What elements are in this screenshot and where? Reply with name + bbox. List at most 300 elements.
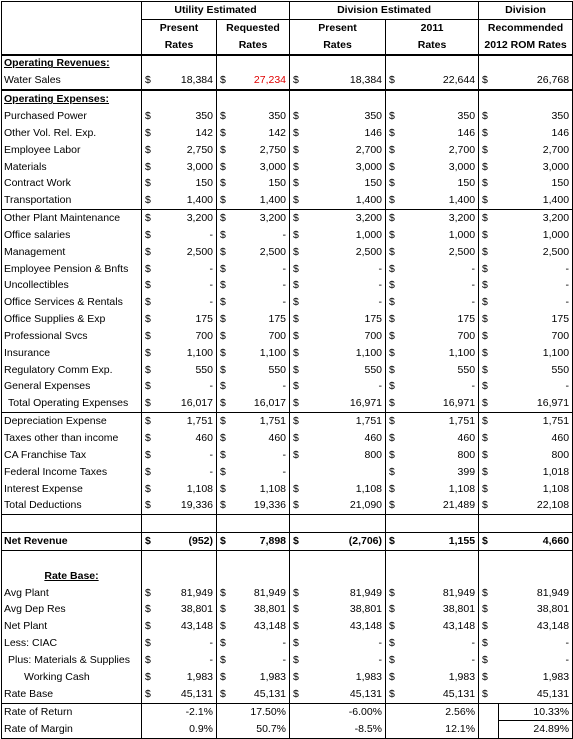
- value-cell: -: [499, 278, 573, 295]
- currency-symbol: $: [482, 296, 488, 309]
- empty-cell: [479, 568, 499, 585]
- currency-symbol: $: [386, 497, 406, 514]
- value-cell: 3,000: [310, 159, 386, 176]
- currency-symbol: $: [145, 620, 151, 633]
- row-label: Other Plant Maintenance: [2, 210, 142, 227]
- row-label: Regulatory Comm Exp.: [2, 362, 142, 379]
- currency-symbol: $: [145, 279, 151, 292]
- value-cell: 81,949: [233, 585, 290, 602]
- currency-symbol: $: [293, 448, 299, 461]
- currency-symbol: $: [220, 143, 226, 156]
- currency-symbol: $: [389, 313, 395, 326]
- table-row: [2, 278, 573, 295]
- header-division-estimated: Division Estimated: [290, 2, 479, 20]
- currency-symbol: $: [482, 620, 488, 633]
- currency-symbol: $: [482, 245, 488, 258]
- value-cell: -8.5%: [310, 721, 386, 739]
- value-cell: 142: [233, 125, 290, 142]
- value-cell: 19,336: [233, 497, 290, 514]
- currency-symbol: $: [220, 177, 226, 190]
- currency-symbol: $: [220, 245, 226, 258]
- header-utility-estimated: Utility Estimated: [142, 2, 290, 20]
- currency-symbol: $: [220, 380, 226, 393]
- value-cell: 1,108: [499, 481, 573, 498]
- currency-symbol: [386, 721, 406, 739]
- currency-symbol: $: [482, 212, 488, 225]
- value-cell: 43,148: [233, 618, 290, 635]
- row-label: Office Supplies & Exp: [2, 311, 142, 328]
- value-cell: 1,983: [406, 669, 479, 686]
- currency-symbol: $: [217, 533, 233, 551]
- value-cell: 350: [406, 108, 479, 125]
- currency-symbol: $: [479, 395, 499, 412]
- row-label: Contract Work: [2, 175, 142, 192]
- currency-symbol: $: [220, 329, 226, 342]
- currency-symbol: $: [482, 228, 488, 241]
- currency-symbol: $: [220, 346, 226, 359]
- value-cell: 1,108: [406, 481, 479, 498]
- value-cell: 1,400: [310, 192, 386, 209]
- table-row: [2, 395, 573, 412]
- value-cell: -: [406, 278, 479, 295]
- value-cell: -6.00%: [310, 703, 386, 721]
- table-row: [2, 210, 573, 227]
- section-label: [2, 90, 142, 108]
- value-cell: -: [310, 652, 386, 669]
- header-present-division: Present: [290, 19, 386, 36]
- currency-symbol: $: [389, 363, 395, 376]
- value-cell: 24.89%: [499, 721, 573, 739]
- value-cell: 146: [310, 125, 386, 142]
- value-cell: -: [162, 652, 217, 669]
- header-rates-1: Rates: [142, 37, 217, 55]
- section-label-text: Rate Base:: [44, 569, 99, 582]
- value-cell: 1,400: [233, 192, 290, 209]
- currency-symbol: $: [220, 313, 226, 326]
- empty-cell: [162, 515, 217, 533]
- value-cell: 1,400: [499, 192, 573, 209]
- value-cell: -: [406, 261, 479, 278]
- value-cell: 550: [233, 362, 290, 379]
- empty-cell: [406, 90, 479, 108]
- empty-cell: [290, 55, 310, 73]
- currency-symbol: $: [145, 177, 151, 190]
- empty-cell: [479, 551, 499, 568]
- spacer-row: [2, 515, 573, 533]
- value-cell: 142: [162, 125, 217, 142]
- row-label: Uncollectibles: [2, 278, 142, 295]
- value-cell: 150: [499, 175, 573, 192]
- value-cell: 1,983: [310, 669, 386, 686]
- value-cell: 460: [310, 430, 386, 447]
- currency-symbol: $: [293, 603, 299, 616]
- section-header-row: [2, 90, 573, 108]
- table-row: [2, 635, 573, 652]
- currency-symbol: $: [386, 192, 406, 209]
- value-cell: 2,750: [233, 142, 290, 159]
- currency-symbol: $: [293, 143, 299, 156]
- value-cell: -: [310, 379, 386, 396]
- value-cell: 800: [310, 447, 386, 464]
- currency-symbol: $: [220, 212, 226, 225]
- value-cell: 3,000: [499, 159, 573, 176]
- value-cell: 2,700: [499, 142, 573, 159]
- empty-cell: [142, 568, 162, 585]
- value-cell: 700: [406, 328, 479, 345]
- row-label: Employee Pension & Bnfts: [2, 261, 142, 278]
- empty-cell: [499, 551, 573, 568]
- currency-symbol: $: [145, 637, 151, 650]
- currency-symbol: $: [145, 603, 151, 616]
- value-cell: 1,751: [310, 413, 386, 430]
- value-cell: 2.56%: [406, 703, 479, 721]
- value-cell: 350: [233, 108, 290, 125]
- currency-symbol: [290, 721, 310, 739]
- currency-symbol: $: [290, 72, 310, 90]
- empty-cell: [142, 515, 162, 533]
- currency-symbol: $: [389, 126, 395, 139]
- currency-symbol: $: [220, 637, 226, 650]
- currency-symbol: $: [220, 465, 226, 478]
- value-cell: 16,017: [233, 395, 290, 412]
- value-cell: 146: [406, 125, 479, 142]
- currency-symbol: $: [386, 72, 406, 90]
- table-row: [2, 294, 573, 311]
- value-cell: 1,400: [406, 192, 479, 209]
- value-cell: 45,131: [162, 686, 217, 703]
- currency-symbol: $: [145, 482, 151, 495]
- value-cell: -: [233, 464, 290, 481]
- currency-symbol: $: [389, 262, 395, 275]
- value-cell: -: [162, 227, 217, 244]
- value-cell: 81,949: [310, 585, 386, 602]
- table-row: [2, 159, 573, 176]
- empty-cell: [479, 90, 499, 108]
- currency-symbol: $: [482, 313, 488, 326]
- header-rates-3: Rates: [290, 37, 386, 55]
- currency-symbol: $: [482, 143, 488, 156]
- currency-symbol: $: [220, 262, 226, 275]
- table-row: [2, 244, 573, 261]
- table-row: [2, 379, 573, 396]
- row-label: Other Vol. Rel. Exp.: [2, 125, 142, 142]
- currency-symbol: [386, 703, 406, 721]
- empty-cell: [217, 551, 233, 568]
- value-cell: 2,500: [310, 244, 386, 261]
- value-cell: 550: [499, 362, 573, 379]
- section-header-row: [2, 568, 573, 585]
- value-cell: 81,949: [499, 585, 573, 602]
- value-cell: 800: [406, 447, 479, 464]
- currency-symbol: $: [482, 415, 488, 428]
- row-label: Less: CIAC: [2, 635, 142, 652]
- value-cell: 18,384: [310, 72, 386, 90]
- value-cell: -: [233, 635, 290, 652]
- currency-symbol: $: [293, 637, 299, 650]
- table-row: [2, 652, 573, 669]
- currency-symbol: $: [479, 533, 499, 551]
- currency-symbol: $: [389, 620, 395, 633]
- value-cell: 43,148: [162, 618, 217, 635]
- spacer-cell: [2, 551, 142, 568]
- spacer-row: [2, 551, 573, 568]
- currency-symbol: [142, 721, 162, 739]
- currency-symbol: $: [293, 177, 299, 190]
- currency-symbol: $: [220, 109, 226, 122]
- currency-symbol: $: [389, 143, 395, 156]
- empty-cell: [162, 55, 217, 73]
- empty-cell: [310, 55, 386, 73]
- currency-symbol: $: [389, 637, 395, 650]
- value-cell: -: [233, 652, 290, 669]
- value-cell: -: [499, 379, 573, 396]
- header-row-rates: [2, 37, 573, 55]
- value-cell: 3,000: [233, 159, 290, 176]
- value-cell: -: [499, 652, 573, 669]
- value-cell: 1,751: [406, 413, 479, 430]
- currency-symbol: $: [293, 126, 299, 139]
- table-row: [2, 533, 573, 551]
- value-cell: 1,983: [162, 669, 217, 686]
- currency-symbol: $: [479, 192, 499, 209]
- row-label: Water Sales: [2, 72, 142, 90]
- value-cell: -: [233, 447, 290, 464]
- header-row-groups: [2, 2, 573, 20]
- currency-symbol: $: [293, 346, 299, 359]
- value-cell: (2,706): [310, 533, 386, 551]
- value-cell: -: [233, 261, 290, 278]
- value-cell: 26,768: [499, 72, 573, 90]
- currency-symbol: $: [389, 279, 395, 292]
- currency-symbol: $: [482, 109, 488, 122]
- currency-symbol: $: [145, 653, 151, 666]
- empty-cell: [217, 90, 233, 108]
- empty-cell: [499, 515, 573, 533]
- currency-symbol: [479, 703, 499, 721]
- value-cell: -: [310, 294, 386, 311]
- spacer-cell: [2, 515, 142, 533]
- empty-cell: [162, 551, 217, 568]
- empty-cell: [290, 568, 310, 585]
- value-cell: -: [499, 261, 573, 278]
- value-cell: 1,100: [406, 345, 479, 362]
- row-label: Total Operating Expenses: [2, 395, 142, 412]
- empty-cell: [142, 551, 162, 568]
- row-label: Avg Dep Res: [2, 602, 142, 619]
- currency-symbol: $: [479, 686, 499, 703]
- currency-symbol: $: [293, 262, 299, 275]
- value-cell: 27,234: [233, 72, 290, 90]
- value-cell: 4,660: [499, 533, 573, 551]
- row-label: Management: [2, 244, 142, 261]
- currency-symbol: $: [220, 448, 226, 461]
- value-cell: 460: [162, 430, 217, 447]
- currency-symbol: $: [293, 296, 299, 309]
- currency-symbol: $: [482, 653, 488, 666]
- currency-symbol: [217, 703, 233, 721]
- value-cell: 38,801: [406, 602, 479, 619]
- empty-cell: [479, 55, 499, 73]
- currency-symbol: $: [220, 653, 226, 666]
- value-cell: 22,644: [406, 72, 479, 90]
- row-label: Rate of Return: [2, 703, 142, 721]
- value-cell: 16,971: [406, 395, 479, 412]
- value-cell: 175: [310, 311, 386, 328]
- value-cell: 150: [162, 175, 217, 192]
- value-cell: 550: [162, 362, 217, 379]
- header-rates-5: 2012 ROM Rates: [479, 37, 573, 55]
- value-cell: 19,336: [162, 497, 217, 514]
- currency-symbol: $: [293, 620, 299, 633]
- currency-symbol: $: [389, 296, 395, 309]
- value-cell: 2,700: [310, 142, 386, 159]
- currency-symbol: $: [482, 670, 488, 683]
- table-row: [2, 585, 573, 602]
- currency-symbol: $: [482, 346, 488, 359]
- currency-symbol: $: [145, 448, 151, 461]
- currency-symbol: $: [386, 395, 406, 412]
- value-cell: 43,148: [499, 618, 573, 635]
- value-cell: -: [406, 294, 479, 311]
- currency-symbol: $: [142, 533, 162, 551]
- currency-symbol: $: [145, 245, 151, 258]
- value-cell: 2,750: [162, 142, 217, 159]
- section-label-text: Operating Revenues:: [4, 57, 110, 70]
- value-cell: 2,700: [406, 142, 479, 159]
- empty-cell: [162, 90, 217, 108]
- currency-symbol: $: [293, 363, 299, 376]
- header-requested: Requested: [217, 19, 290, 36]
- empty-cell: [406, 551, 479, 568]
- currency-symbol: $: [290, 395, 310, 412]
- value-cell: 146: [499, 125, 573, 142]
- currency-symbol: $: [217, 686, 233, 703]
- currency-symbol: $: [482, 482, 488, 495]
- value-cell: 1,108: [233, 481, 290, 498]
- empty-cell: [233, 515, 290, 533]
- empty-cell: [233, 90, 290, 108]
- currency-symbol: $: [145, 109, 151, 122]
- value-cell: 43,148: [406, 618, 479, 635]
- row-label: Rate Base: [2, 686, 142, 703]
- currency-symbol: $: [220, 126, 226, 139]
- currency-symbol: $: [220, 482, 226, 495]
- currency-symbol: $: [220, 586, 226, 599]
- value-cell: 700: [233, 328, 290, 345]
- row-label: General Expenses: [2, 379, 142, 396]
- value-cell: -: [162, 635, 217, 652]
- empty-cell: [142, 55, 162, 73]
- empty-cell: [217, 568, 233, 585]
- row-label: Taxes other than income: [2, 430, 142, 447]
- currency-symbol: $: [293, 482, 299, 495]
- empty-cell: [406, 568, 479, 585]
- currency-symbol: $: [220, 296, 226, 309]
- value-cell: 700: [310, 328, 386, 345]
- value-cell: 1,100: [499, 345, 573, 362]
- value-cell: 0.9%: [162, 721, 217, 739]
- value-cell: -: [233, 379, 290, 396]
- currency-symbol: $: [389, 109, 395, 122]
- value-cell: -: [499, 294, 573, 311]
- currency-symbol: [142, 703, 162, 721]
- empty-cell: [233, 551, 290, 568]
- currency-symbol: $: [145, 586, 151, 599]
- value-cell: 45,131: [233, 686, 290, 703]
- value-cell: 700: [162, 328, 217, 345]
- value-cell: 10.33%: [499, 703, 573, 721]
- currency-symbol: $: [142, 72, 162, 90]
- value-cell: 3,200: [233, 210, 290, 227]
- value-cell: 2,500: [162, 244, 217, 261]
- value-cell: -: [162, 294, 217, 311]
- value-cell: -: [162, 261, 217, 278]
- row-label: Net Plant: [2, 618, 142, 635]
- currency-symbol: $: [293, 313, 299, 326]
- currency-symbol: $: [145, 228, 151, 241]
- table-row: [2, 362, 573, 379]
- currency-symbol: $: [389, 212, 395, 225]
- currency-symbol: [479, 721, 499, 739]
- value-cell: 38,801: [499, 602, 573, 619]
- currency-symbol: $: [220, 603, 226, 616]
- table-row: [2, 175, 573, 192]
- currency-symbol: $: [293, 212, 299, 225]
- currency-symbol: $: [220, 363, 226, 376]
- rate-comparison-table: [1, 1, 573, 739]
- table-row: [2, 497, 573, 514]
- value-cell: 81,949: [406, 585, 479, 602]
- currency-symbol: $: [389, 346, 395, 359]
- table-row: [2, 125, 573, 142]
- value-cell: 38,801: [310, 602, 386, 619]
- value-cell: 550: [310, 362, 386, 379]
- currency-symbol: $: [482, 465, 488, 478]
- empty-cell: [386, 55, 406, 73]
- row-label: Working Cash: [2, 669, 142, 686]
- value-cell: 17.50%: [233, 703, 290, 721]
- value-cell: 350: [310, 108, 386, 125]
- value-cell: 7,898: [233, 533, 290, 551]
- currency-symbol: $: [142, 192, 162, 209]
- currency-symbol: $: [389, 448, 395, 461]
- empty-cell: [217, 55, 233, 73]
- value-cell: 3,000: [406, 159, 479, 176]
- table-row: [2, 142, 573, 159]
- table-row: [2, 345, 573, 362]
- row-label: Professional Svcs: [2, 328, 142, 345]
- value-cell: (952): [162, 533, 217, 551]
- value-cell: 1,100: [162, 345, 217, 362]
- value-cell: 150: [310, 175, 386, 192]
- value-cell: 3,200: [499, 210, 573, 227]
- currency-symbol: $: [293, 228, 299, 241]
- currency-symbol: $: [145, 262, 151, 275]
- currency-symbol: [217, 721, 233, 739]
- currency-symbol: $: [145, 380, 151, 393]
- row-label: Insurance: [2, 345, 142, 362]
- table-row: [2, 721, 573, 739]
- currency-symbol: $: [217, 72, 233, 90]
- currency-symbol: $: [145, 143, 151, 156]
- value-cell: 21,090: [310, 497, 386, 514]
- empty-cell: [479, 515, 499, 533]
- currency-symbol: $: [293, 109, 299, 122]
- table-row: [2, 413, 573, 430]
- empty-cell: [310, 568, 386, 585]
- currency-symbol: $: [389, 329, 395, 342]
- row-label: Transportation: [2, 192, 142, 209]
